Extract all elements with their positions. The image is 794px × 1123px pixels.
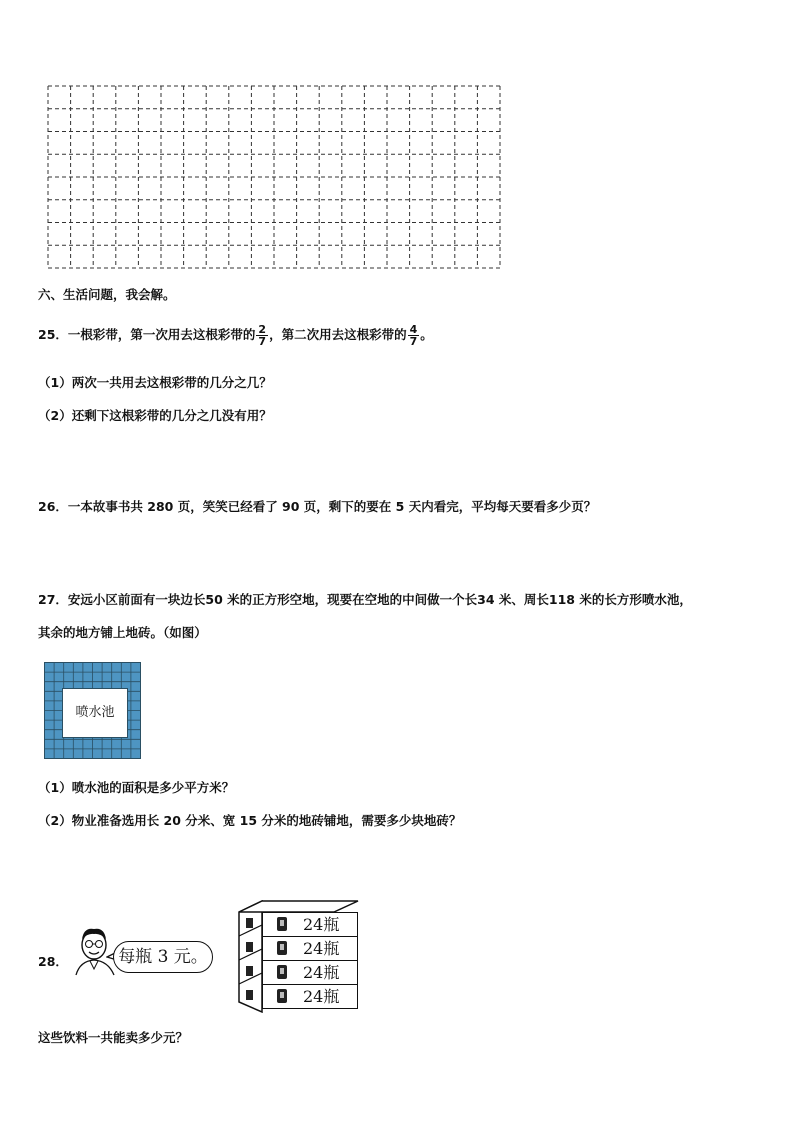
drink-can-icon <box>277 917 287 931</box>
fraction-4-7: $\frac{4}{7}$ <box>409 323 418 348</box>
question-26: 26．一本故事书共 280 页，笑笑已经看了 90 页，剩下的要在 5 天内看完，平均每天要看多少页？ <box>38 499 597 514</box>
drink-box-3: 24瓶 <box>262 960 358 985</box>
pool-label: 喷水池 <box>62 688 128 738</box>
question-number: 25． <box>38 327 68 342</box>
q27-sub2: （2）物业准备选用长 20 分米、宽 15 分米的地砖铺地，需要多少块地砖？ <box>38 813 462 828</box>
dashed-answer-grid <box>46 84 502 270</box>
question-number: 27． <box>38 592 68 607</box>
q27-sub1: （1）喷水池的面积是多少平方米？ <box>38 780 235 795</box>
question-27-line2: 其余的地方铺上地砖。（如图） <box>38 625 207 640</box>
question-number: 26． <box>38 499 68 514</box>
q25-sub2: （2）还剩下这根彩带的几分之几没有用？ <box>38 408 272 423</box>
q28-question: 这些饮料一共能卖多少元？ <box>38 1030 189 1045</box>
drink-box-2: 24瓶 <box>262 936 358 961</box>
section-heading: 六、生活问题，我会解。 <box>38 287 176 302</box>
drink-box-4: 24瓶 <box>262 984 358 1009</box>
fraction-2-7: $\frac{2}{7}$ <box>258 323 267 348</box>
question-28-number: 28． <box>38 954 68 969</box>
q25-sub1: （1）两次一共用去这根彩带的几分之几？ <box>38 375 272 390</box>
drink-box-1: 24瓶 <box>262 912 358 937</box>
question-25: 25．一根彩带，第一次用去这根彩带的 $\frac{2}{7}$ ，第二次用去这根彩带的 $\frac{4}{7}$ 。 <box>38 323 433 348</box>
box-stack-side <box>238 900 264 1013</box>
drink-can-icon <box>277 989 287 1003</box>
drink-can-icon <box>277 941 287 955</box>
speech-bubble: 每瓶 3 元。 <box>113 941 213 973</box>
question-27-line1: 27．安远小区前面有一块边长50 米的正方形空地，现要在空地的中间做一个长34 米、周长118 米的长方形喷水池， <box>38 592 692 607</box>
drink-can-icon <box>277 965 287 979</box>
